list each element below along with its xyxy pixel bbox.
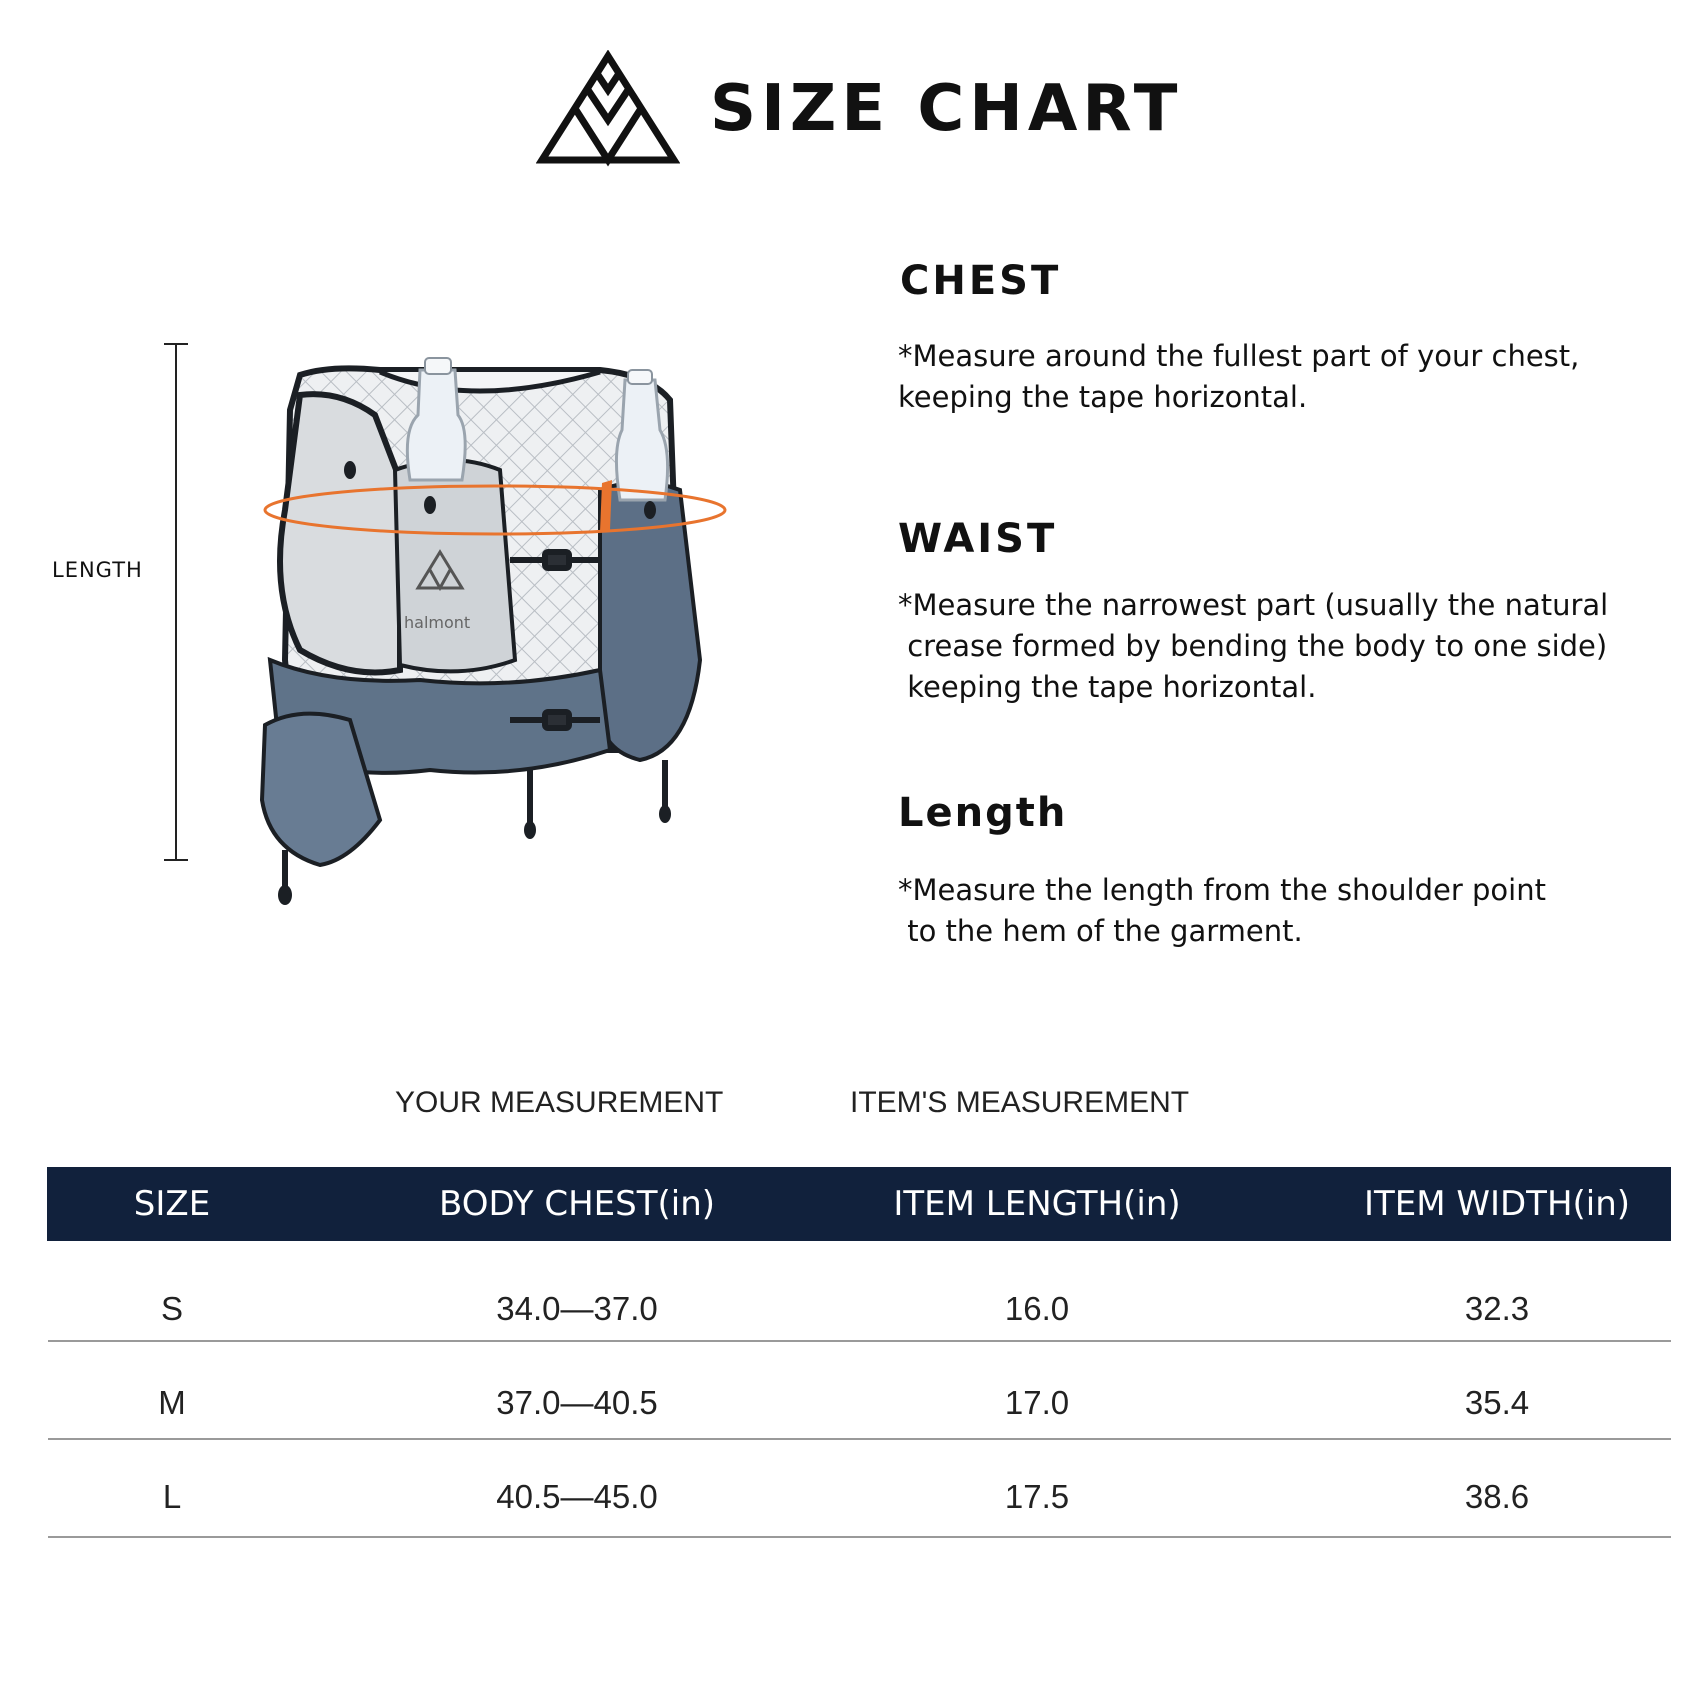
table-row (47, 1356, 1671, 1450)
length-label: LENGTH (52, 558, 143, 582)
body-chest-cell: 34.0—37.0 (496, 1290, 658, 1327)
item-length-cell: 17.0 (1004, 1384, 1070, 1421)
table-header (47, 1167, 1671, 1241)
waist-description: *Measure the narrowest part (usually the natural crease formed by bending the body to one side) keeping the tape horizontal. (898, 588, 1609, 704)
length-heading: Length (898, 790, 1068, 836)
length-dimension-line (164, 344, 188, 860)
item-width-cell: 35.4 (1464, 1384, 1530, 1421)
item-width-cell: 38.6 (1464, 1478, 1530, 1515)
column-header-body-chest: BODY CHEST(in) (438, 1184, 716, 1224)
column-header-item-length: ITEM LENGTH(in) (893, 1184, 1181, 1224)
size-cell: L (162, 1478, 182, 1515)
page-title: SIZE CHART (710, 72, 1183, 146)
body-chest-cell: 37.0—40.5 (496, 1384, 658, 1421)
mountain-logo-icon (536, 50, 680, 168)
vest-left-front (280, 394, 400, 672)
item-width-cell: 32.3 (1464, 1290, 1530, 1327)
vest-illustration (0, 330, 760, 910)
body-chest-cell: 40.5—45.0 (496, 1478, 658, 1515)
vest-brand-text: halmont (404, 613, 471, 632)
row-divider (48, 1438, 1671, 1440)
row-divider (48, 1340, 1671, 1342)
column-header-size: SIZE (133, 1184, 211, 1224)
your-measurement-label: YOUR MEASUREMENT (395, 1086, 724, 1119)
waist-heading: WAIST (898, 516, 1058, 562)
table-row (47, 1450, 1671, 1544)
item-length-cell: 16.0 (1004, 1290, 1070, 1327)
item-measurement-label: ITEM'S MEASUREMENT (850, 1086, 1190, 1119)
chest-description: *Measure around the fullest part of your chest, keeping the tape horizontal. (898, 339, 1580, 414)
size-cell: S (160, 1290, 183, 1327)
column-header-item-width: ITEM WIDTH(in) (1363, 1184, 1631, 1224)
size-cell: M (158, 1384, 186, 1421)
vest-left-bottle-pocket (395, 460, 515, 671)
item-length-cell: 17.5 (1004, 1478, 1070, 1515)
length-description: *Measure the length from the shoulder point to the hem of the garment. (898, 873, 1546, 948)
chest-heading: CHEST (900, 258, 1062, 304)
row-divider (48, 1536, 1671, 1538)
